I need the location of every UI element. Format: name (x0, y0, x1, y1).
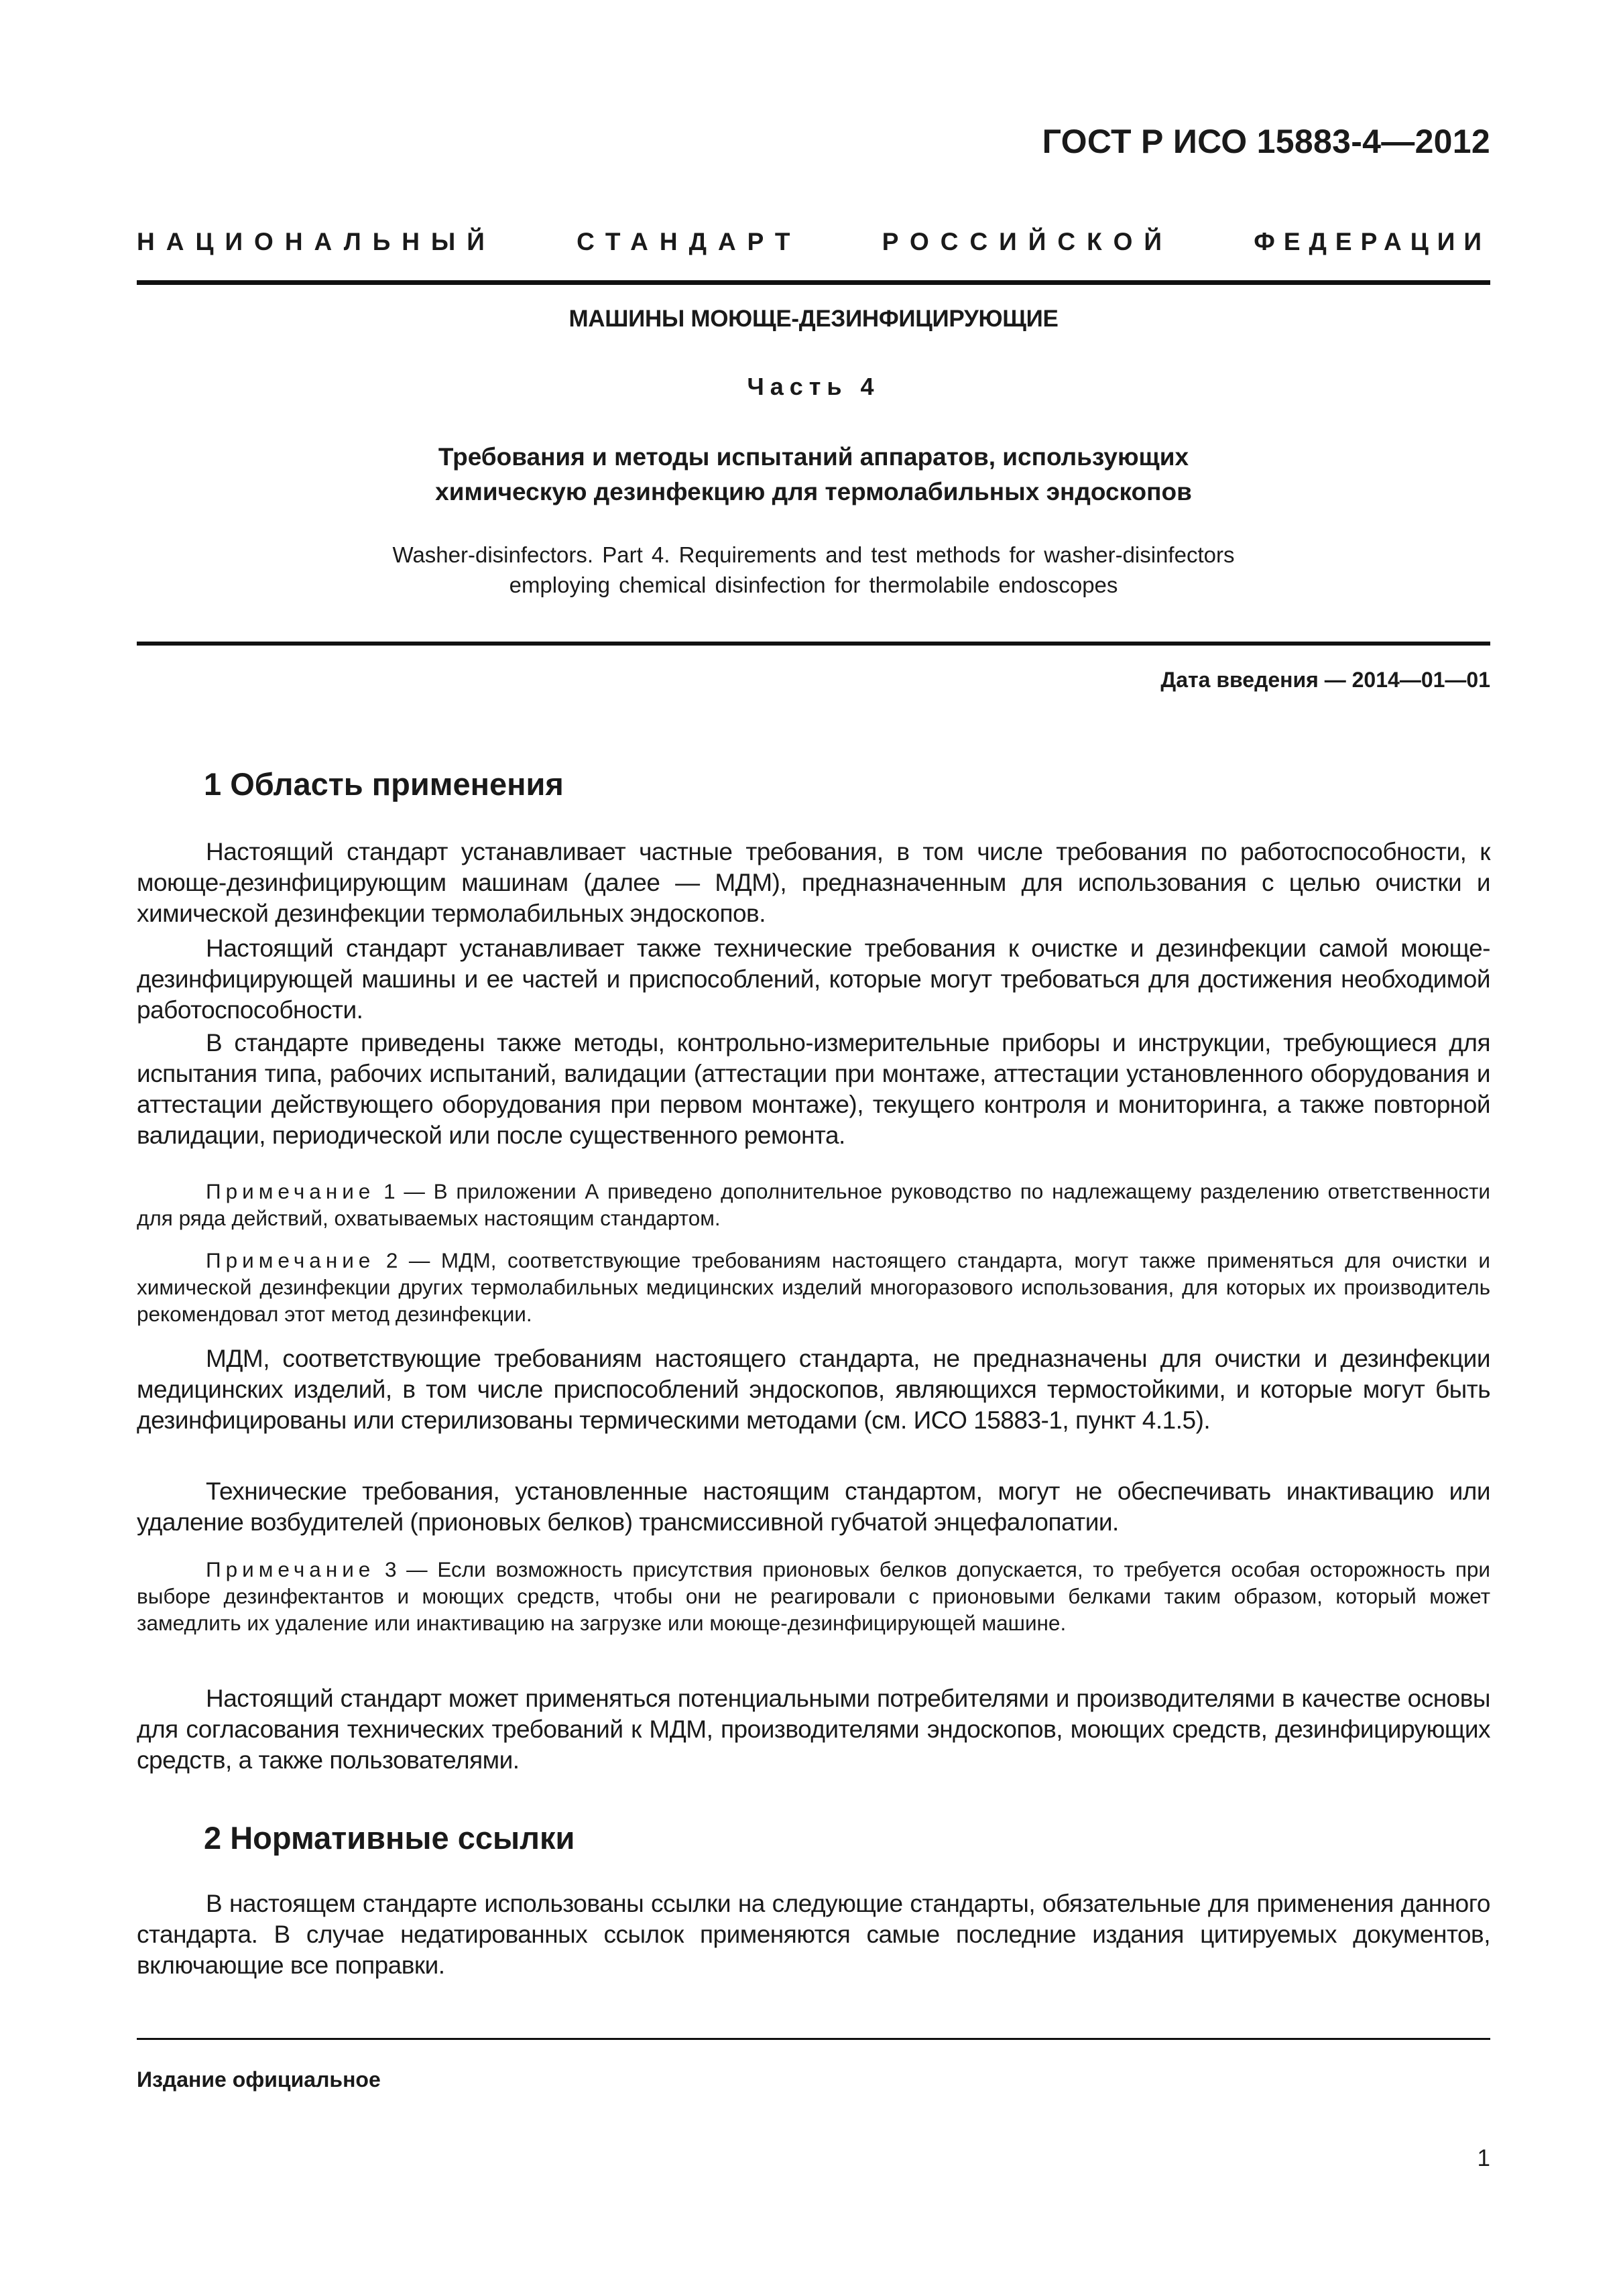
subtitle-ru-line: химическую дезинфекцию для термолабильных эндоскопов (435, 478, 1192, 505)
paragraph: Технические требования, установленные настоящим стандартом, могут не обеспечивать инактивацию или удаление возбудителей (прионовых белков) трансмиссивной губчатой энцефалопатии. (137, 1477, 1490, 1536)
subtitle-en-line: employing chemical disinfection for thermolabile endoscopes (509, 572, 1118, 597)
banner-word: ФЕДЕРАЦИИ (1254, 228, 1490, 255)
paragraph: Настоящий стандарт может применяться потенциальными потребителями и производителями в качестве основы для согласования технических требований к МДМ, производителями эндоскопов, моющих средств, дезинфицирующих средств, а также пользователями. (137, 1685, 1490, 1774)
subtitle-en-line: Washer-disinfectors. Part 4. Requirements and test methods for washer-disinfectors (392, 542, 1235, 567)
introduction-date: Дата введения — 2014—01—01 (1160, 668, 1490, 692)
paragraph: В стандарте приведены также методы, контрольно-измерительные приборы и инструкции, требующиеся для испытания типа, рабочих испытаний, валидации (аттестации при монтаже, аттестации установленного оборудования и аттестации действующего оборудования при первом монтаже), текущего контроля и мониторинга, а также повторной валидации, периодической или после существенного ремонта. (137, 1029, 1490, 1149)
document-page (137, 0, 1490, 2296)
banner-word: СТАНДАРТ (577, 228, 802, 255)
note-label: Примечание (206, 1179, 375, 1203)
note-label: Примечание (206, 1557, 375, 1581)
note-text: 3 — Если возможность присутствия прионовых белков допускается, то требуется особая осторожность при выборе дезинфектантов и моющих средств, чтобы они не реагировали с прионовыми белками таким образом, который может замедлить их удаление или инактивацию на загрузке или моюще-дезинфицирующей машине. (137, 1557, 1490, 1635)
paragraph: МДМ, соответствующие требованиям настоящего стандарта, не предназначены для очистки и дезинфекции медицинских изделий, в том числе приспособлений эндоскопов, являющихся термостойкими, и которые могут быть дезинфицированы или стерилизованы термическими методами (см. ИСО 15883-1, пункт 4.1.5). (137, 1345, 1490, 1434)
banner-word: НАЦИОНАЛЬНЫЙ (137, 228, 496, 255)
section-1-heading: 1 Область применения (204, 766, 564, 802)
document-title: МАШИНЫ МОЮЩЕ-ДЕЗИНФИЦИРУЮЩИЕ (568, 306, 1059, 332)
paragraph: Настоящий стандарт устанавливает также технические требования к очистке и дезинфекции самой моюще-дезинфицирующей машины и ее частей и приспособлений, которые могут требоваться для достижения необходимой работоспособности. (137, 934, 1490, 1024)
title-divider (137, 642, 1490, 646)
subtitle-russian (137, 440, 1490, 509)
national-standard-banner (137, 228, 1490, 256)
subtitle-english (137, 540, 1490, 600)
paragraph: В настоящем стандарте использованы ссылки на следующие стандарты, обязательные для применения данного стандарта. В случае недатированных ссылок применяются самые последние издания цитируемых документов, включающие все поправки. (137, 1890, 1490, 1979)
paragraph: Настоящий стандарт устанавливает частные требования, в том числе требования по работоспособности, к моюще-дезинфицирующим машинам (далее — МДМ), предназначенным для использования с целью очистки и химической дезинфекции термолабильных эндоскопов. (137, 838, 1490, 927)
gost-identifier: ГОСТ Р ИСО 15883-4—2012 (1042, 123, 1490, 160)
footer-divider (137, 2038, 1490, 2040)
note-2 (137, 1247, 1490, 1327)
subtitle-ru-line: Требования и методы испытаний аппаратов, использующих (438, 443, 1189, 471)
note-1 (137, 1178, 1490, 1231)
top-divider (137, 280, 1490, 285)
note-3 (137, 1556, 1490, 1636)
banner-word: РОССИЙСКОЙ (882, 228, 1174, 255)
section-2-heading: 2 Нормативные ссылки (204, 1820, 575, 1856)
part-label: Часть 4 (747, 373, 880, 400)
note-text: 1 — В приложении А приведено дополнительное руководство по надлежащему разделению ответственности для ряда действий, охватываемых настоящим стандартом. (137, 1179, 1490, 1230)
page-number: 1 (1477, 2145, 1490, 2171)
edition-label: Издание официальное (137, 2067, 381, 2092)
note-text: 2 — МДМ, соответствующие требованиям настоящего стандарта, могут также применяться для очистки и химической дезинфекции других термолабильных медицинских изделий многоразового использования, для которых их производитель рекомендовал этот метод дезинфекции. (137, 1248, 1490, 1326)
note-label: Примечание (206, 1248, 375, 1272)
